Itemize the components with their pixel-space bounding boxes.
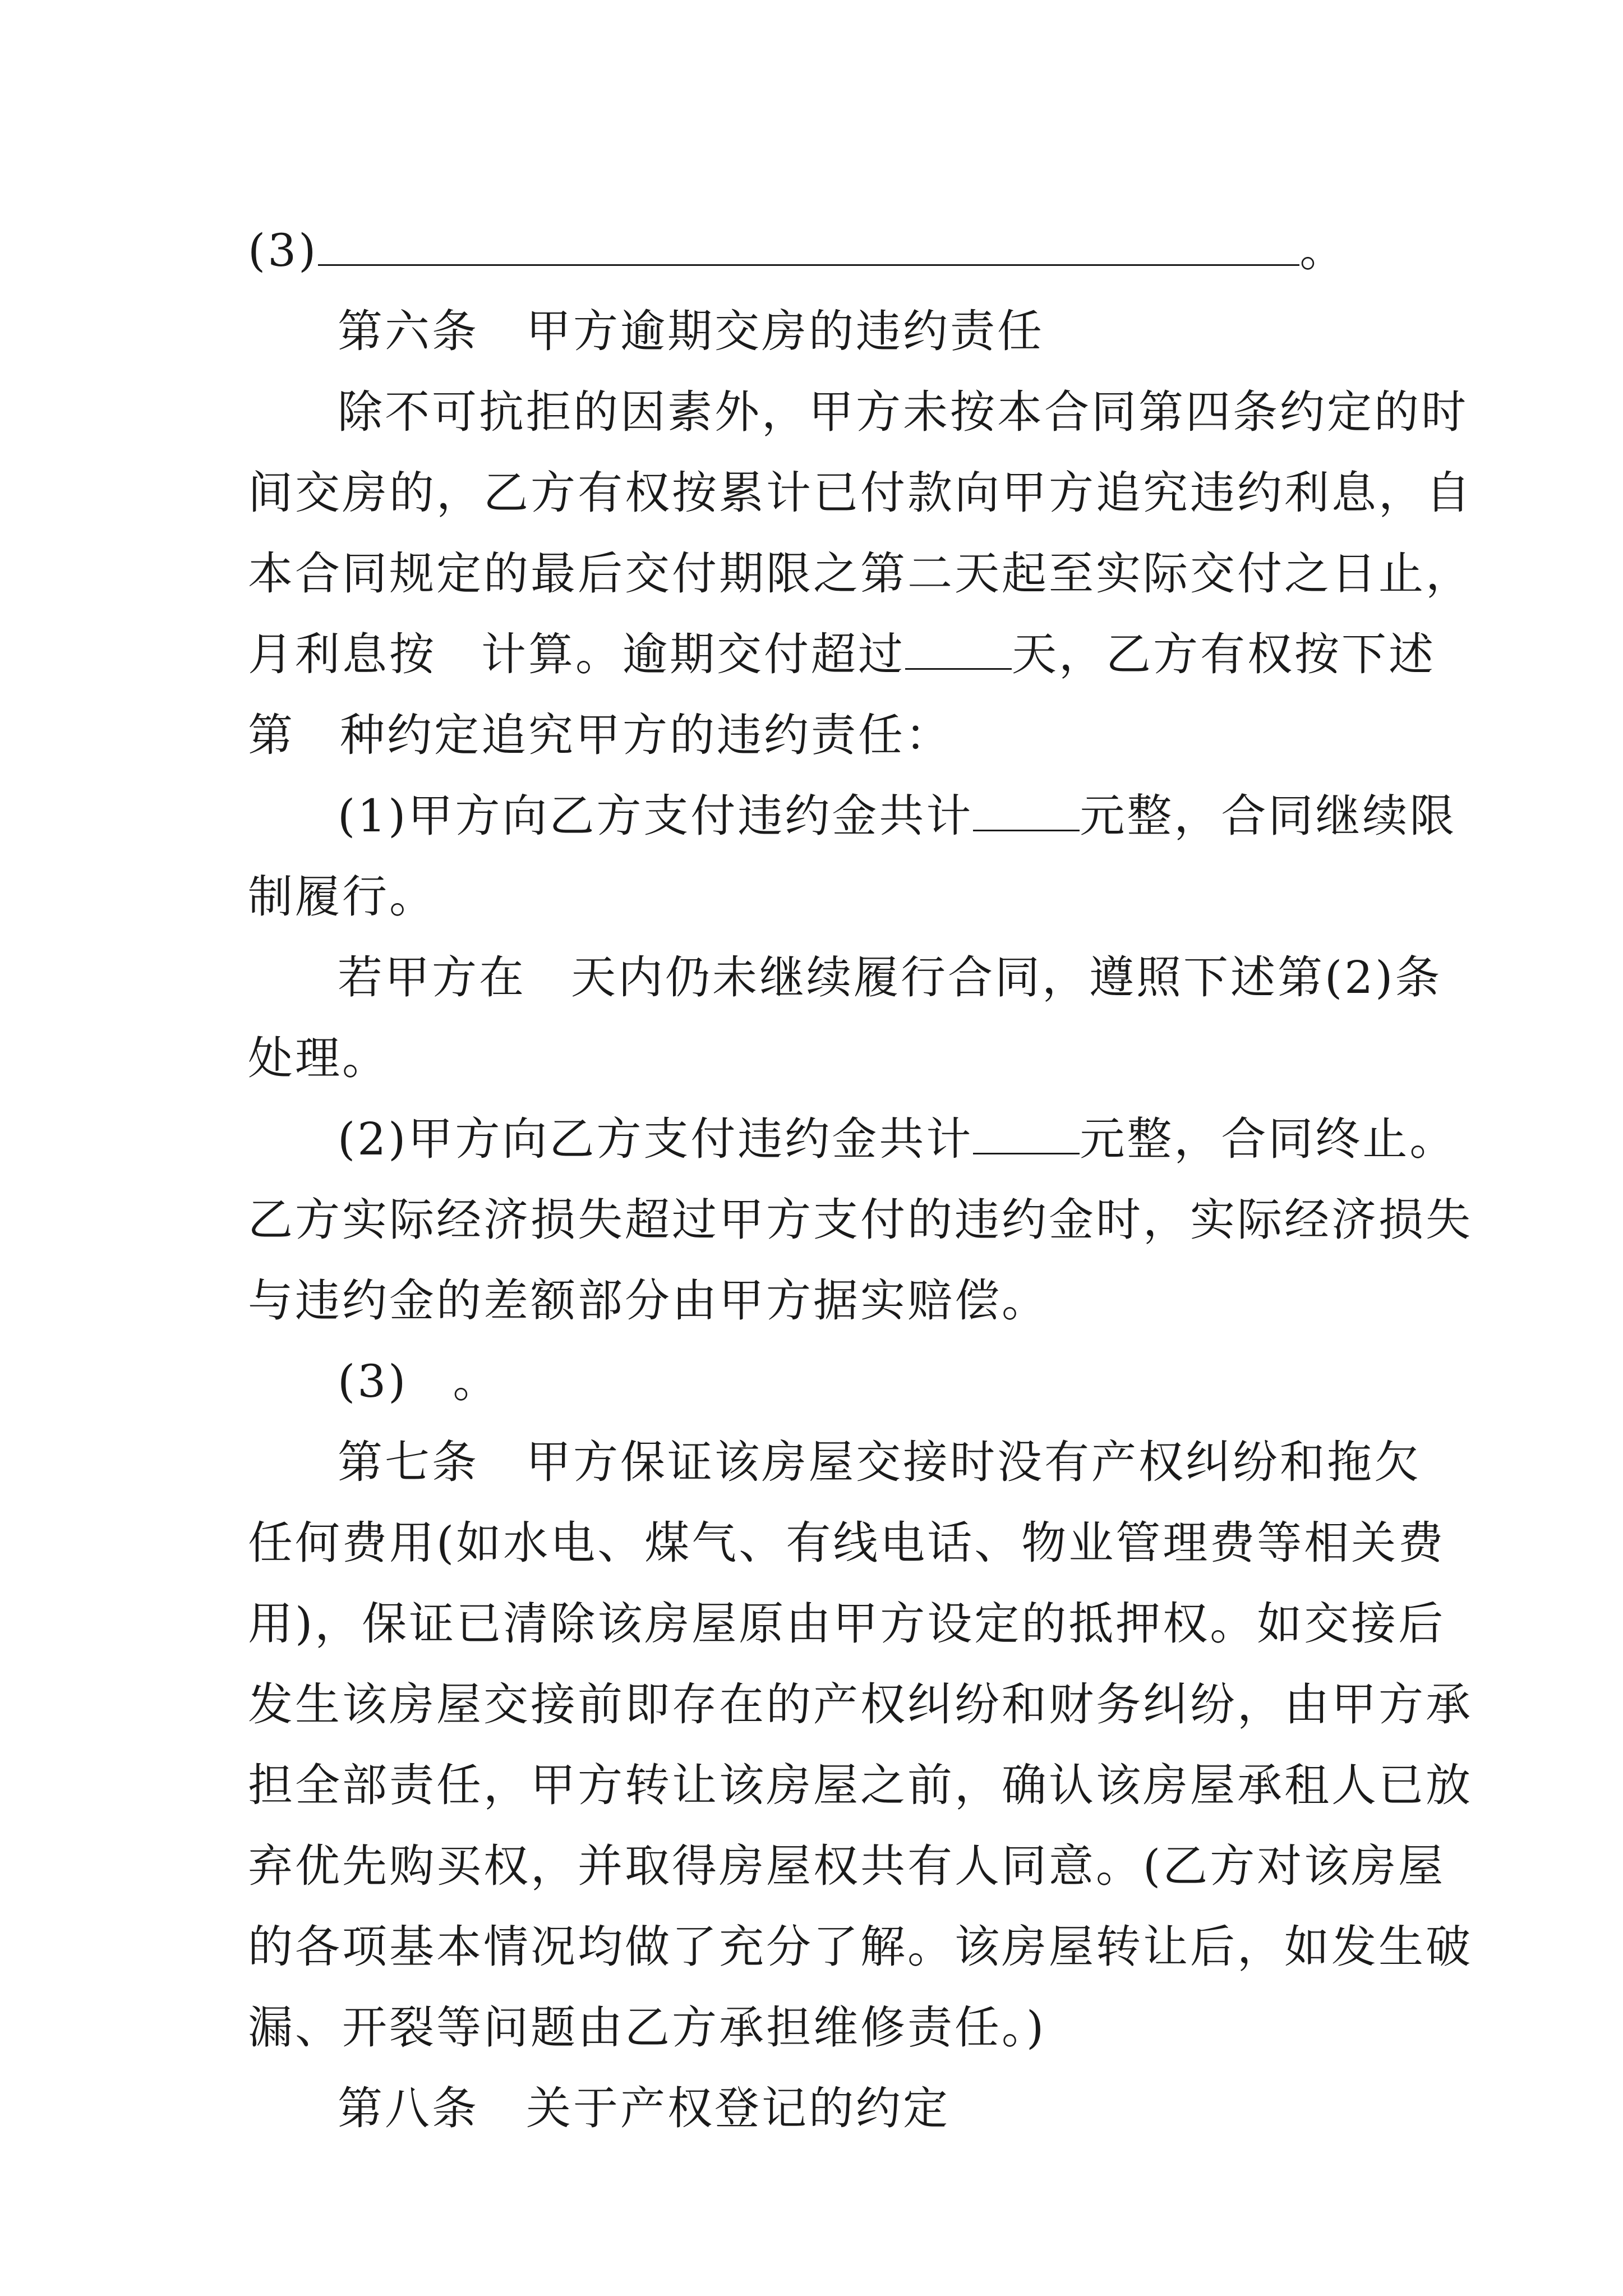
paragraph-line: 用)，保证已清除该房屋原由甲方设定的抵押权。如交接后 bbox=[248, 1598, 1446, 1650]
article-7-heading: 第七条 甲方保证该房屋交接时没有产权纠纷和拖欠 bbox=[338, 1436, 1421, 1488]
paragraph-line: 担全部责任，甲方转让该房屋之前，确认该房屋承租人已放 bbox=[248, 1759, 1473, 1811]
text-segment: 天内仍未继续履行合同，遵照下述第(2)条 bbox=[571, 951, 1442, 1004]
fill-in-blank bbox=[318, 224, 1299, 266]
contract-body bbox=[248, 210, 1473, 2149]
paragraph-line: 弃优先购买权，并取得房屋权共有人同意。(乙方对该房屋 bbox=[248, 1840, 1446, 1892]
article-6-heading: 第六条 甲方逾期交房的违约责任 bbox=[338, 305, 1044, 357]
text-segment: 天，乙方有权按下述 bbox=[1012, 628, 1436, 680]
clause-5-item-3 bbox=[248, 210, 1375, 291]
paragraph-line: 制履行。 bbox=[248, 871, 436, 923]
paragraph-line bbox=[248, 614, 1436, 695]
paragraph-line: 的各项基本情况均做了充分了解。该房屋转让后，如发生破 bbox=[248, 1921, 1473, 1973]
text-segment: 若甲方在 bbox=[338, 951, 526, 1004]
text-segment: (1)甲方向乙方支付违约金共计 bbox=[338, 790, 974, 842]
line-end-punct: 。 bbox=[453, 1355, 500, 1407]
paragraph-line: 漏、开裂等问题由乙方承担维修责任。) bbox=[248, 2001, 1046, 2054]
paragraph-line: 处理。 bbox=[248, 1032, 389, 1084]
paragraph-line: 与违约金的差额部分由甲方据实赔偿。 bbox=[248, 1274, 1049, 1327]
fill-in-blank bbox=[973, 796, 1080, 831]
fill-in-blank bbox=[905, 634, 1012, 670]
paragraph-line bbox=[248, 776, 1457, 857]
text-segment: 月利息按 bbox=[248, 628, 436, 680]
paragraph-line bbox=[248, 937, 1442, 1018]
text-segment: 元整，合同终止。 bbox=[1080, 1113, 1457, 1165]
item-number: (3) bbox=[248, 224, 319, 277]
item-number: (3) bbox=[338, 1355, 408, 1407]
text-segment: (2)甲方向乙方支付违约金共计 bbox=[338, 1113, 974, 1165]
paragraph-line: 任何费用(如水电、煤气、有线电话、物业管理费等相关费 bbox=[248, 1517, 1446, 1569]
article-8-heading: 第八条 关于产权登记的约定 bbox=[338, 2082, 950, 2134]
text-segment: 种约定追究甲方的违约责任： bbox=[340, 709, 952, 761]
paragraph-line: 本合同规定的最后交付期限之第二天起至实际交付之日止， bbox=[248, 547, 1473, 600]
paragraph-line: 乙方实际经济损失超过甲方支付的违约金时，实际经济损失 bbox=[248, 1194, 1473, 1246]
line-end-punct: 。 bbox=[1299, 224, 1347, 277]
text-segment: 计算。逾期交付超过 bbox=[481, 628, 905, 680]
clause-6-item-3 bbox=[248, 1341, 1375, 1422]
paragraph-line: 间交房的，乙方有权按累计已付款向甲方追究违约利息，自 bbox=[248, 467, 1473, 519]
paragraph-line bbox=[248, 695, 1375, 776]
paragraph-line: 除不可抗拒的因素外，甲方未按本合同第四条约定的时 bbox=[338, 386, 1468, 438]
paragraph-line: 发生该房屋交接前即存在的产权纠纷和财务纠纷，由甲方承 bbox=[248, 1678, 1473, 1731]
text-segment: 元整，合同继续限 bbox=[1080, 790, 1457, 842]
paragraph-line bbox=[248, 1099, 1457, 1180]
text-segment: 第 bbox=[248, 709, 295, 761]
fill-in-blank bbox=[973, 1119, 1080, 1154]
